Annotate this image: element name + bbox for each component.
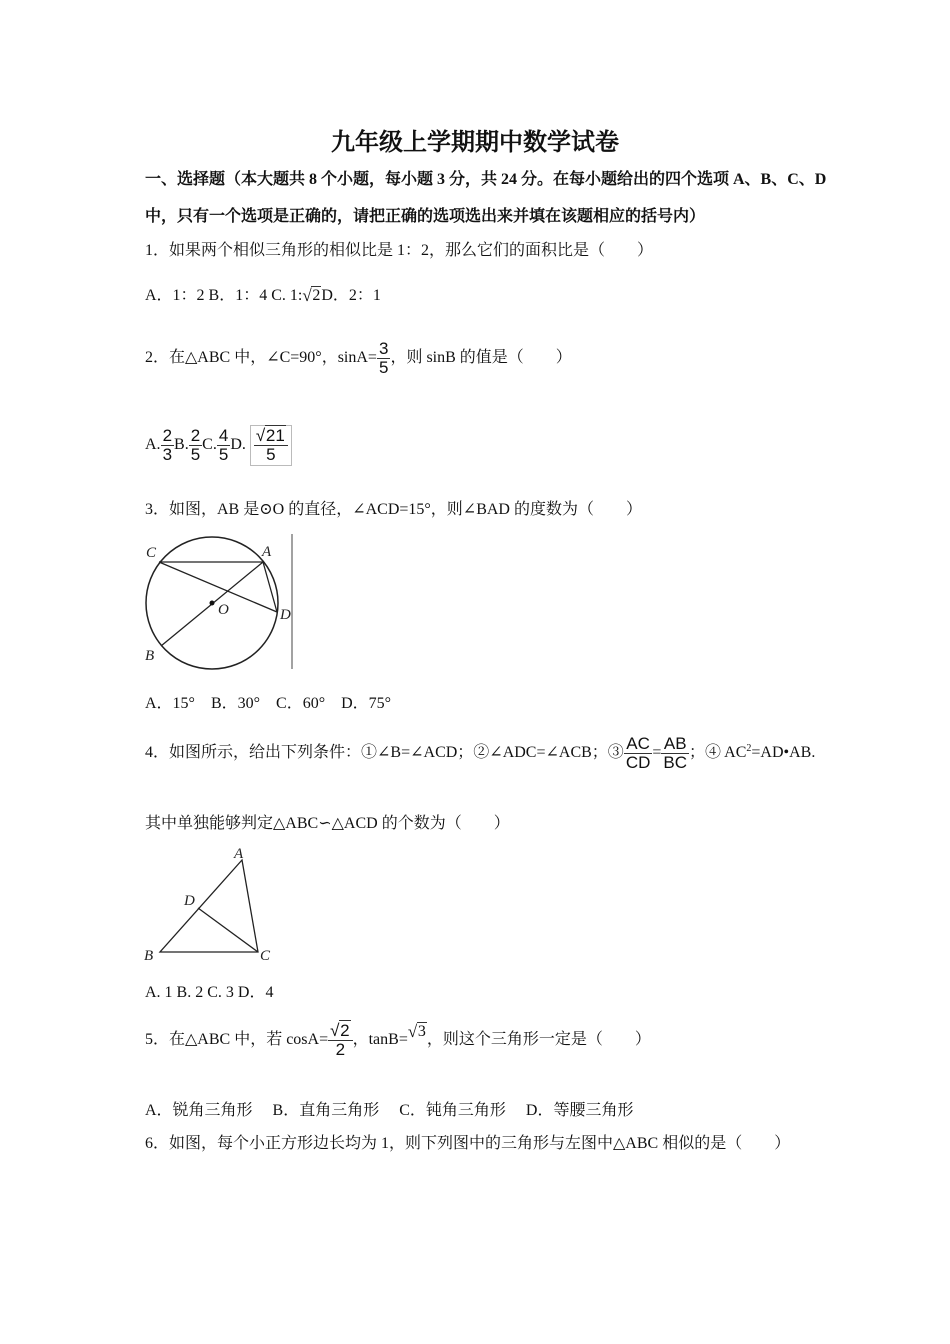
q5-cos-num: 2 (340, 1021, 350, 1040)
question-2-stem (145, 340, 572, 377)
page-title: 九年级上学期期中数学试卷 (331, 130, 619, 156)
q5-cos-den: 2 (335, 1040, 346, 1059)
q4-segment-dc (198, 908, 258, 952)
q2-option-c-label: C. (202, 436, 217, 454)
q2-option-b-label: B. (174, 436, 189, 454)
q3-label-b: B (145, 648, 155, 664)
q2-stem-b: ，则 sinB 的值是（ ） (390, 349, 572, 367)
question-6-stem: 6．如图，每个小正方形边长均为 1，则下列图中的三角形与左图中△ABC 相似的是（ ） (145, 1135, 791, 1152)
q2-frac-num: 3 (378, 339, 389, 358)
q2-option-a-frac (161, 427, 174, 464)
q2-option-c-den: 5 (218, 445, 229, 464)
question-1-stem: 1．如果两个相似三角形的相似比是 1：2，那么它们的面积比是（ ） (145, 242, 654, 259)
q4-f1-num: AC (624, 735, 653, 754)
q2-stem-a: 2．在△ABC 中，∠C=90°，sinA= (145, 349, 377, 367)
q2-option-b-frac (189, 427, 202, 464)
question-4-options: A. 1 B. 2 C. 3 D．4 (145, 984, 274, 1001)
q2-option-d-frac (250, 425, 292, 466)
q4-f1-den: CD (625, 753, 651, 772)
q4-label-d: D (184, 893, 195, 909)
q2-option-c-frac (217, 427, 230, 464)
question-2-options (145, 425, 292, 466)
q2-option-c-num: 4 (218, 426, 229, 445)
question-1-options (145, 282, 381, 305)
q4-label-a: A (234, 846, 244, 862)
q5-stem-a: 5．在△ABC 中，若 cosA= (145, 1031, 329, 1049)
question-4-stem-2: 其中单独能够判定△ABC∽△ACD 的个数为（ ） (145, 815, 510, 832)
q4-superscript: 2 (746, 742, 752, 754)
q2-option-a-num: 2 (162, 426, 173, 445)
q3-label-a: A (262, 544, 272, 560)
q1-options-ab: A．1：2 B．1：4 C. 1: (145, 287, 303, 304)
section-heading-line2: 中，只有一个选项是正确的，请把正确的选项选出来并填在该题相应的括号内） (145, 208, 706, 225)
q2-option-d-den: 5 (266, 445, 276, 464)
q2-option-d-label: D. (230, 436, 246, 454)
q3-label-o: O (218, 602, 229, 618)
q4-label-b: B (144, 948, 154, 964)
q4-triangle-abc (160, 860, 258, 952)
q3-circle-figure (140, 532, 310, 672)
q2-sina-fraction (377, 340, 390, 377)
q2-frac-den: 5 (378, 358, 389, 377)
q5-cos-sqrt: √ 2 (330, 1021, 350, 1040)
q4-fraction-1 (624, 735, 653, 772)
q2-option-b-num: 2 (190, 426, 201, 445)
q2-option-b-den: 5 (190, 445, 201, 464)
q4-fraction-2 (661, 735, 689, 772)
q1-option-d: D．2：1 (321, 287, 381, 304)
q1-sqrt-value: 2 (312, 287, 321, 304)
q2-option-d-num: 21 (265, 426, 285, 445)
q5-stem-b: ，tanB= (352, 1031, 408, 1049)
q4-stem-b: ；④ AC (689, 744, 747, 762)
section-heading-line1: 一、选择题（本大题共 8 个小题，每小题 3 分，共 24 分。在每小题给出的四个选项 A、B、C、D (145, 171, 827, 188)
q2-option-a-label: A. (145, 436, 161, 454)
q2-option-a-den: 3 (162, 445, 173, 464)
q4-equals: = (652, 744, 662, 762)
question-5-stem (145, 1022, 651, 1059)
q4-stem-c: =AD•AB. (751, 744, 816, 762)
question-5-options: A．锐角三角形 B．直角三角形 C．钝角三角形 D．等腰三角形 (145, 1102, 634, 1119)
q5-tan-value: 3 (417, 1023, 426, 1041)
q4-label-c: C (260, 948, 271, 964)
q3-chord-ad (263, 562, 277, 612)
q3-label-c: C (146, 545, 157, 561)
question-3-options: A．15° B．30° C．60° D．75° (145, 695, 392, 712)
q5-cos-fraction (328, 1022, 352, 1059)
q1-sqrt: √ 2 (302, 286, 321, 305)
q3-label-d: D (280, 607, 291, 623)
q4-triangle-figure (140, 842, 280, 967)
q5-tan-sqrt: √ 3 (407, 1022, 426, 1042)
question-4-stem (145, 735, 815, 772)
q4-stem-a: 4．如图所示，给出下列条件：①∠B=∠ACD；②∠ADC=∠ACB；③ (145, 744, 624, 762)
q2-option-d-sqrt: √ 21 (255, 426, 285, 445)
q4-f2-den: BC (663, 753, 688, 772)
q5-stem-c: ，则这个三角形一定是（ ） (426, 1031, 651, 1049)
q4-f2-num: AB (661, 735, 689, 754)
q3-center-point (210, 601, 215, 606)
question-3-stem: 3．如图，AB 是⊙O 的直径，∠ACD=15°，则∠BAD 的度数为（ ） (145, 501, 642, 518)
